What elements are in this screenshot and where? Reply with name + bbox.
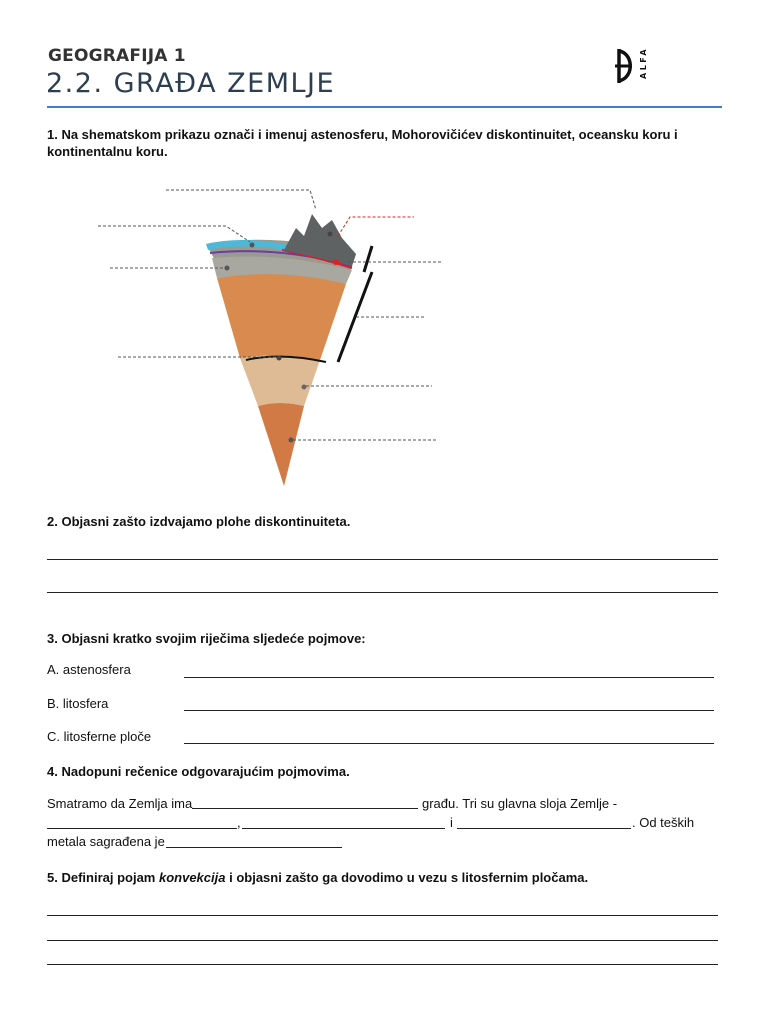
question-2: 2. Objasni zašto izdvajamo plohe diskontinuiteta. (47, 514, 351, 529)
answer-line-term-a[interactable] (184, 677, 714, 678)
question-3: 3. Objasni kratko svojim riječima sljedeće pojmove: (47, 631, 366, 646)
term-b-label: B. litosfera (47, 696, 109, 711)
leader-line (166, 190, 316, 210)
page-title: 2.2. GRAĐA ZEMLJE (46, 68, 336, 99)
earth-layers-diagram (90, 180, 450, 495)
label-dot (302, 385, 307, 390)
leader-line-red (338, 217, 414, 236)
outer-core-layer (240, 355, 320, 406)
q4-text-part-2: građu. Tri su glavna sloja Zemlje - (422, 796, 618, 811)
label-dot (225, 266, 230, 271)
q4-text-part-1: Smatramo da Zemlja ima (47, 796, 193, 811)
label-dot (277, 356, 282, 361)
blank-3[interactable] (242, 828, 445, 829)
q5-text-end: i objasni zašto ga dovodimo u vezu s litosfernim pločama. (225, 870, 589, 885)
mantle-layer (217, 274, 346, 360)
q5-text-start: 5. Definiraj pojam (47, 870, 159, 885)
answer-line-term-b[interactable] (184, 710, 714, 711)
answer-line-q5-2[interactable] (47, 940, 718, 941)
blank-4[interactable] (457, 828, 631, 829)
title-rule (47, 106, 722, 108)
crust-bracket (364, 246, 372, 272)
blank-1[interactable] (192, 808, 418, 809)
inner-core-layer (258, 403, 304, 486)
subject-label: GEOGRAFIJA 1 (48, 46, 186, 66)
label-dot (250, 243, 255, 248)
logo-text: ALFA (639, 46, 648, 79)
term-a-label: A. astenosfera (47, 662, 131, 677)
q4-text-part-5: . Od teških (632, 815, 695, 830)
question-4: 4. Nadopuni rečenice odgovarajućim pojmovima. (47, 764, 350, 779)
q4-and: i (450, 815, 453, 830)
answer-line-q5-3[interactable] (47, 964, 718, 965)
blank-5[interactable] (166, 847, 342, 848)
answer-line-q5-1[interactable] (47, 915, 718, 916)
question-5 (47, 869, 588, 886)
leader-line (98, 226, 250, 242)
answer-line-q2-2[interactable] (47, 592, 718, 593)
answer-line-term-c[interactable] (184, 743, 714, 744)
blank-2[interactable] (47, 828, 237, 829)
alfa-logo (613, 46, 657, 86)
term-c-label: C. litosferne ploče (47, 729, 152, 744)
answer-line-q2-1[interactable] (47, 559, 718, 560)
q4-comma: , (237, 815, 241, 830)
label-dot (289, 438, 294, 443)
question-1: 1. Na shematskom prikazu označi i imenuj astenosferu, Mohorovičićev diskontinuitet, oceansku koru i kontinentalnu koru. (47, 127, 678, 159)
q4-text-part-6: metala sagrađena je (47, 834, 165, 849)
label-dot (333, 259, 339, 265)
q5-term: konvekcija (158, 870, 226, 885)
label-dot (328, 232, 333, 237)
